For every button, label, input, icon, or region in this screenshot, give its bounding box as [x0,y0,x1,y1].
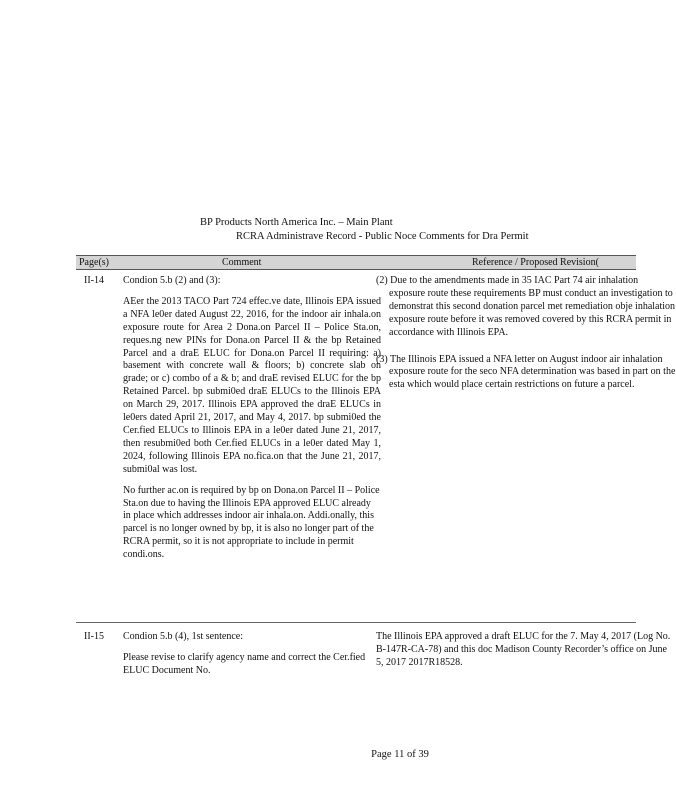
column-header-reference: Reference / Proposed Revision( [472,257,599,268]
reference-cell [376,631,676,678]
column-header-comment: Comment [222,257,262,268]
comment-cell [123,631,381,686]
comment-paragraph: AEer the 2013 TACO Part 724 effec.ve date, Illinois EPA issued a NFA le0er dated August 22, 2016, for the indoor air inhala.on exposure route for Area 2 Dona.on Parcel II – Police Sta.on, reques.ng new PINs for Dona.on Parcel II & the bp Retained Parcel and a draE ELUC for Dona.on Parcel II requiring: a) basement with concrete wall & floors; b) concrete slab on grade; or c) combo of a & b; and draE revised ELUC for the bp Retained Parcel. bp submi0ed draE ELUCs to the Illinois EPA on March 29, 2017. Illinois EPA approved the draE ELUCs in le0ers dated April 21, 2017, and May 4, 2017. bp submi0ed the Cer.fied ELUCs to Illinois EPA in a le0er dated June 21, 2017, then resubmi0ed both Cer.fied ELUCs in a le0er dated May 1, 2024, following Illinois EPA no.fica.on that the June 21, 2017, submi0al was lost. [123,295,381,475]
column-header-pages: Page(s) [79,257,109,268]
reference-paragraph: The Illinois EPA approved a draft ELUC for the 7. May 4, 2017 (Log No. B-147R-CA-78) and this doc Madison County Recorder’s office on June 5, 2017 2017R18528. [376,631,671,668]
reference-cell [376,275,676,400]
comment-title: Condion 5.b (4), 1st sentence: [123,631,243,642]
reference-paragraph: (3) The Illinois EPA issued a NFA letter on August indoor air inhalation exposure route for the seco NFA determination was based in part on the esta which would place certain restrictions on future a parcel. [376,353,676,391]
header-company: BP Products North America Inc. – Main Plant [200,217,393,228]
document-header [0,216,618,244]
comment-cell [123,275,381,570]
reference-paragraph: (2) Due to the amendments made in 35 IAC Part 74 air inhalation exposure route these requirements BP must conduct an investigation to demonstrat this second donation parcel met remediation obje inhalation exposure route before it was removed covered by this RCRA permit in accordance with Illinois EPA. [376,275,676,338]
page-number [0,749,618,760]
row-page-ref: II-15 [84,631,104,642]
table-header [76,255,636,270]
comment-title: Condion 5.b (2) and (3): [123,275,221,286]
header-record-title: RCRA Administrave Record - Public Noce Comments for Dra Permit [236,231,529,242]
page-number-text: Page 11 of 39 [371,749,429,760]
comment-paragraph: Please revise to clarify agency name and correct the Cer.fied ELUC Document No. [123,651,366,676]
row-divider [76,622,636,623]
row-page-ref: II-14 [84,275,104,286]
comment-paragraph: No further ac.on is required by bp on Dona.on Parcel II – Police Sta.on due to having the Illinois EPA approved ELUC already in place which addresses indoor air inhala.on. Addi.onally, this parcel is no longer owned by bp, it is also no longer part of the RCRA permit, so it is not appropriate to include in permit condi.ons. [123,484,380,561]
